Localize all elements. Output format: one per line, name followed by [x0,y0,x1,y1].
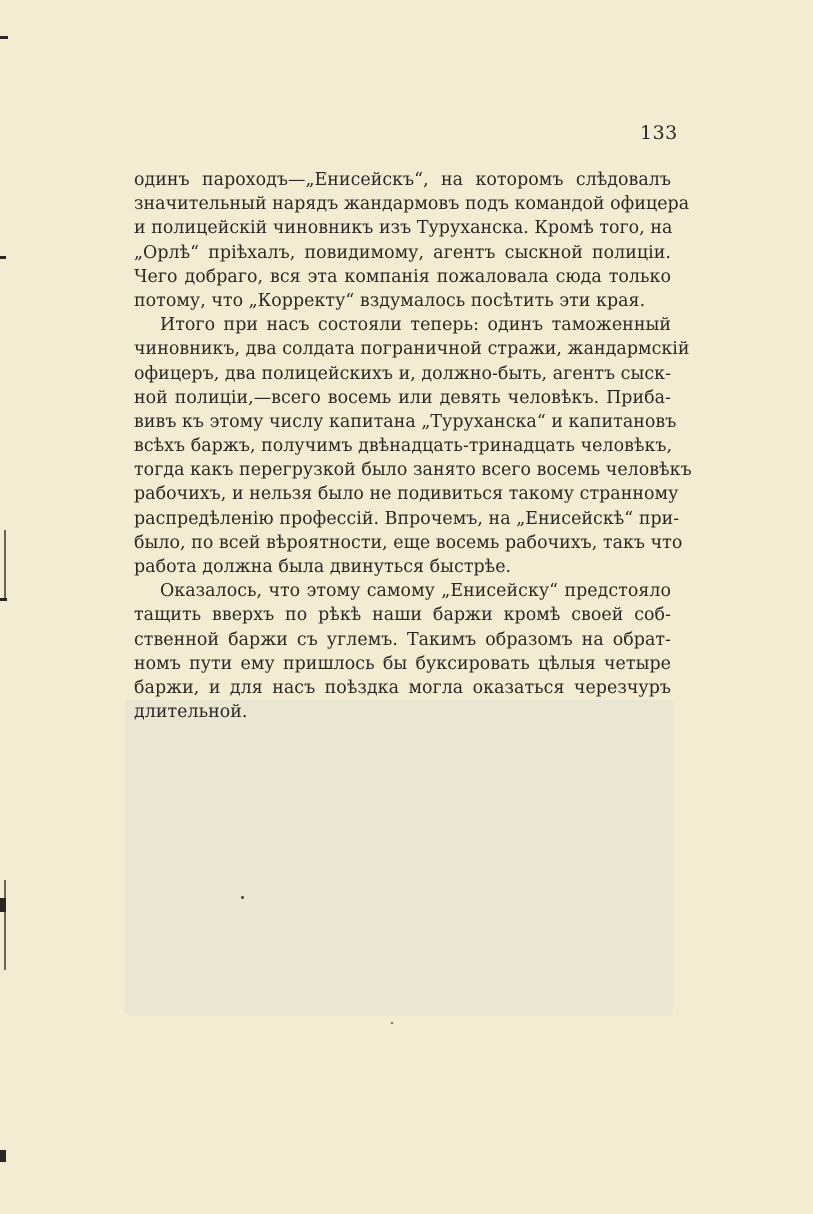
speck [241,896,244,899]
binding-mark [0,36,8,39]
edge-line [4,530,6,600]
text-line: и полицейскій чиновникъ изъ Туруханска. Кромѣ того, на [134,218,673,239]
text-line: тогда какъ перегрузкой было занято всего восемь человѣкъ [134,460,692,481]
text-line: ной полиціи,—всего восемь или девять человѣкъ. Приба- [134,387,671,408]
text-line: тащить вверхъ по рѣкѣ наши баржи кромѣ своей соб- [134,605,671,626]
text-line: Чего добраго, вся эта компанія пожаловала сюда только [134,266,671,287]
binding-mark [0,1150,6,1162]
text-line: было, по всей вѣроятности, еще восемь рабочихъ, такъ что [134,532,683,553]
text-line: значительный нарядъ жандармовъ подъ командой офицера [134,194,690,215]
text-line: вивъ къ этому числу капитана „Туруханска“ и капитановъ [134,411,677,432]
text-line: Оказалось, что этому самому „Енисейску“ предстояло [160,581,671,602]
text-line: рабочихъ, и нельзя было не подивиться такому странному [134,484,679,505]
text-line: „Орлѣ“ пріѣхалъ, повидимому, агентъ сыскной полиціи. [134,242,671,263]
text-line: длительной. [134,702,248,723]
text-line: распредѣленію профессій. Впрочемъ, на „Енисейскѣ“ при- [134,508,680,529]
text-line: всѣхъ баржъ, получимъ двѣнадцать-тринадцать человѣкъ, [134,436,673,457]
text-line: баржи, и для насъ поѣздка могла оказаться черезчуръ [134,677,671,698]
page-shade [125,700,673,1015]
binding-mark [0,598,7,601]
body-text [134,168,692,724]
text-line: офицеръ, два полицейскихъ и, должно-быть, агентъ сыск- [134,363,671,384]
text-line: номъ пути ему пришлось бы буксировать цѣлыя четыре [134,653,671,674]
text-line: Итого при насъ состояли теперь: одинъ таможенный [160,315,671,336]
page-number: 133 [640,122,678,144]
text-line: одинъ пароходъ—„Енисейскъ“, на которомъ слѣдовалъ [134,170,671,190]
binding-mark [0,898,6,912]
text-line: потому, что „Корректу“ вздумалось посѣтить эти края. [134,290,646,311]
text-line: работа должна была двинуться быстрѣе. [134,557,512,577]
binding-mark [0,256,6,259]
paragraph-3 [134,579,671,724]
edge-line [4,880,6,970]
text-line: чиновникъ, два солдата пограничной стражи, жандармскій [134,339,690,360]
paragraph-1 [134,168,690,313]
text-line: ственной баржи съ углемъ. Такимъ образомъ на обрат- [134,629,671,650]
paragraph-2 [134,313,692,579]
speck [391,1022,393,1024]
